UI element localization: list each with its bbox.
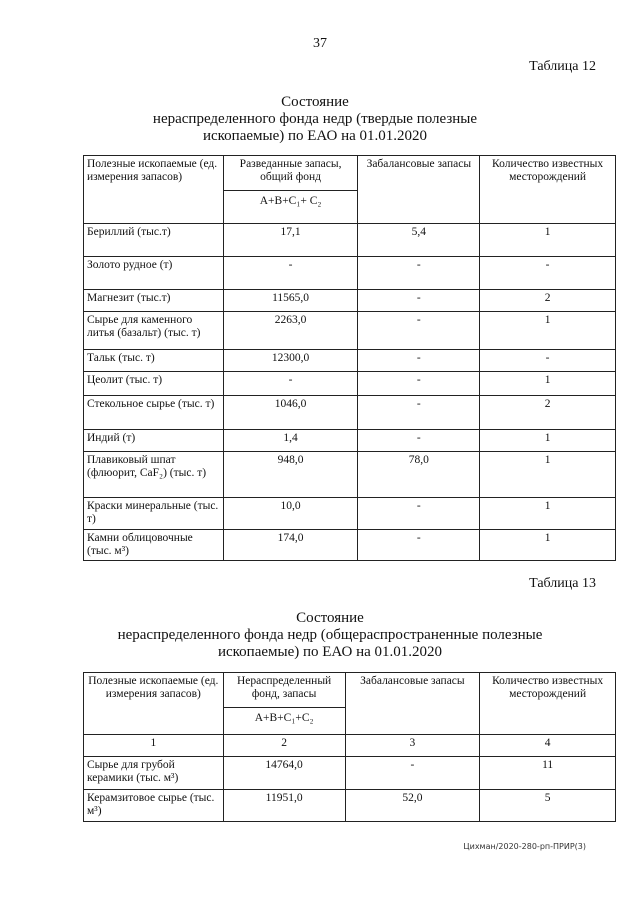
mineral-name-cell: Керамзитовое сырье (тыс. м³) [84, 790, 224, 822]
deposit-count-cell: - [480, 350, 616, 372]
offbalance-reserves-cell: - [358, 290, 480, 312]
table-13-caption: Таблица 13 [529, 576, 596, 591]
explored-reserves-cell: 1046,0 [223, 396, 358, 430]
table-row [84, 257, 616, 290]
offbalance-reserves-cell: 5,4 [358, 224, 480, 257]
title-line: нераспределенного фонда недр (твердые полезные [152, 111, 478, 127]
deposit-count-cell: 1 [480, 430, 616, 452]
title-line: нераспределенного фонда недр (общераспространенные полезные [117, 627, 543, 643]
explored-reserves-cell: - [223, 257, 358, 290]
table-header-row [84, 156, 616, 224]
table-row [84, 757, 616, 790]
mineral-name-cell: Золото рудное (т) [84, 257, 224, 290]
deposit-count-cell: - [480, 257, 616, 290]
offbalance-reserves-cell: - [358, 430, 480, 452]
table-row [84, 530, 616, 561]
table-13-body [84, 757, 616, 822]
deposit-count-cell: 1 [480, 312, 616, 350]
title-line: Состояние [281, 94, 349, 110]
offbalance-reserves-cell: - [358, 350, 480, 372]
table-row [84, 350, 616, 372]
explored-reserves-cell: 12300,0 [223, 350, 358, 372]
deposit-count-cell: 1 [480, 530, 616, 561]
table-row [84, 396, 616, 430]
header-count: Количество известных месторождений [480, 673, 616, 735]
offbalance-reserves-cell: - [345, 757, 480, 790]
explored-reserves-cell: 11565,0 [223, 290, 358, 312]
offbalance-reserves-cell: - [358, 498, 480, 530]
column-number-row [84, 735, 616, 757]
mineral-name-cell: Тальк (тыс. т) [84, 350, 224, 372]
offbalance-reserves-cell: 78,0 [358, 452, 480, 498]
header-mineral: Полезные ископаемые (ед. измерения запасов) [84, 673, 224, 735]
explored-reserves-cell: 1,4 [223, 430, 358, 452]
offbalance-reserves-cell: - [358, 312, 480, 350]
column-number: 3 [345, 735, 480, 757]
deposit-count-cell: 2 [480, 290, 616, 312]
column-number: 4 [480, 735, 616, 757]
page-number: 37 [313, 36, 327, 51]
table-13 [83, 672, 616, 822]
table-row [84, 224, 616, 257]
column-number: 2 [223, 735, 345, 757]
table-row [84, 372, 616, 396]
mineral-name-cell: Стекольное сырье (тыс. т) [84, 396, 224, 430]
explored-reserves-cell: 174,0 [223, 530, 358, 561]
table-row [84, 790, 616, 822]
explored-reserves-cell: 10,0 [223, 498, 358, 530]
column-number: 1 [84, 735, 224, 757]
mineral-name-cell: Цеолит (тыс. т) [84, 372, 224, 396]
offbalance-reserves-cell: - [358, 530, 480, 561]
table-12-caption: Таблица 12 [529, 59, 596, 74]
table-row [84, 452, 616, 498]
mineral-name-cell: Камни облицовочные (тыс. м³) [84, 530, 224, 561]
table-12-title [80, 94, 550, 145]
table-12-body [84, 224, 616, 561]
deposit-count-cell: 11 [480, 757, 616, 790]
table-row [84, 290, 616, 312]
header-unallocated [223, 673, 345, 735]
header-explored-label: Разведанные запасы, общий фонд [239, 158, 342, 183]
table-row [84, 430, 616, 452]
header-explored [223, 156, 358, 224]
offbalance-reserves-cell: - [358, 396, 480, 430]
mineral-name-cell: Магнезит (тыс.т) [84, 290, 224, 312]
explored-reserves-cell: 2263,0 [223, 312, 358, 350]
mineral-name-cell: Сырье для каменного литья (базальт) (тыс. т) [84, 312, 224, 350]
table-row [84, 312, 616, 350]
table-header-row [84, 673, 616, 735]
explored-reserves-cell: 11951,0 [223, 790, 345, 822]
mineral-name-cell: Краски минеральные (тыс. т) [84, 498, 224, 530]
explored-reserves-cell: 17,1 [223, 224, 358, 257]
header-offbalance: Забалансовые запасы [358, 156, 480, 224]
offbalance-reserves-cell: 52,0 [345, 790, 480, 822]
document-code: Цихман/2020-280-рп-ПРИР(3) [463, 842, 586, 851]
header-offbalance: Забалансовые запасы [345, 673, 480, 735]
table-13-title [95, 610, 565, 661]
explored-reserves-cell: 948,0 [223, 452, 358, 498]
header-mineral: Полезные ископаемые (ед. измерения запасов) [84, 156, 224, 224]
offbalance-reserves-cell: - [358, 372, 480, 396]
table-12 [83, 155, 616, 561]
deposit-count-cell: 1 [480, 498, 616, 530]
table-row [84, 498, 616, 530]
mineral-name-cell: Плавиковый шпат (флюорит, CaF₂) (тыс. т) [84, 452, 224, 498]
explored-reserves-cell: - [223, 372, 358, 396]
deposit-count-cell: 1 [480, 372, 616, 396]
title-line: ископаемые) по ЕАО на 01.01.2020 [202, 128, 428, 144]
title-line: ископаемые) по ЕАО на 01.01.2020 [217, 644, 443, 660]
header-count: Количество известных месторождений [480, 156, 616, 224]
header-unallocated-categories: А+В+С₁+С₂ [224, 707, 345, 725]
explored-reserves-cell: 14764,0 [223, 757, 345, 790]
deposit-count-cell: 5 [480, 790, 616, 822]
deposit-count-cell: 1 [480, 224, 616, 257]
title-line: Состояние [296, 610, 364, 626]
deposit-count-cell: 2 [480, 396, 616, 430]
mineral-name-cell: Бериллий (тыс.т) [84, 224, 224, 257]
deposit-count-cell: 1 [480, 452, 616, 498]
header-explored-categories: А+В+С₁+ С₂ [224, 190, 358, 208]
offbalance-reserves-cell: - [358, 257, 480, 290]
header-unallocated-label: Нераспределенный фонд, запасы [236, 675, 332, 700]
mineral-name-cell: Индий (т) [84, 430, 224, 452]
mineral-name-cell: Сырье для грубой керамики (тыс. м³) [84, 757, 224, 790]
